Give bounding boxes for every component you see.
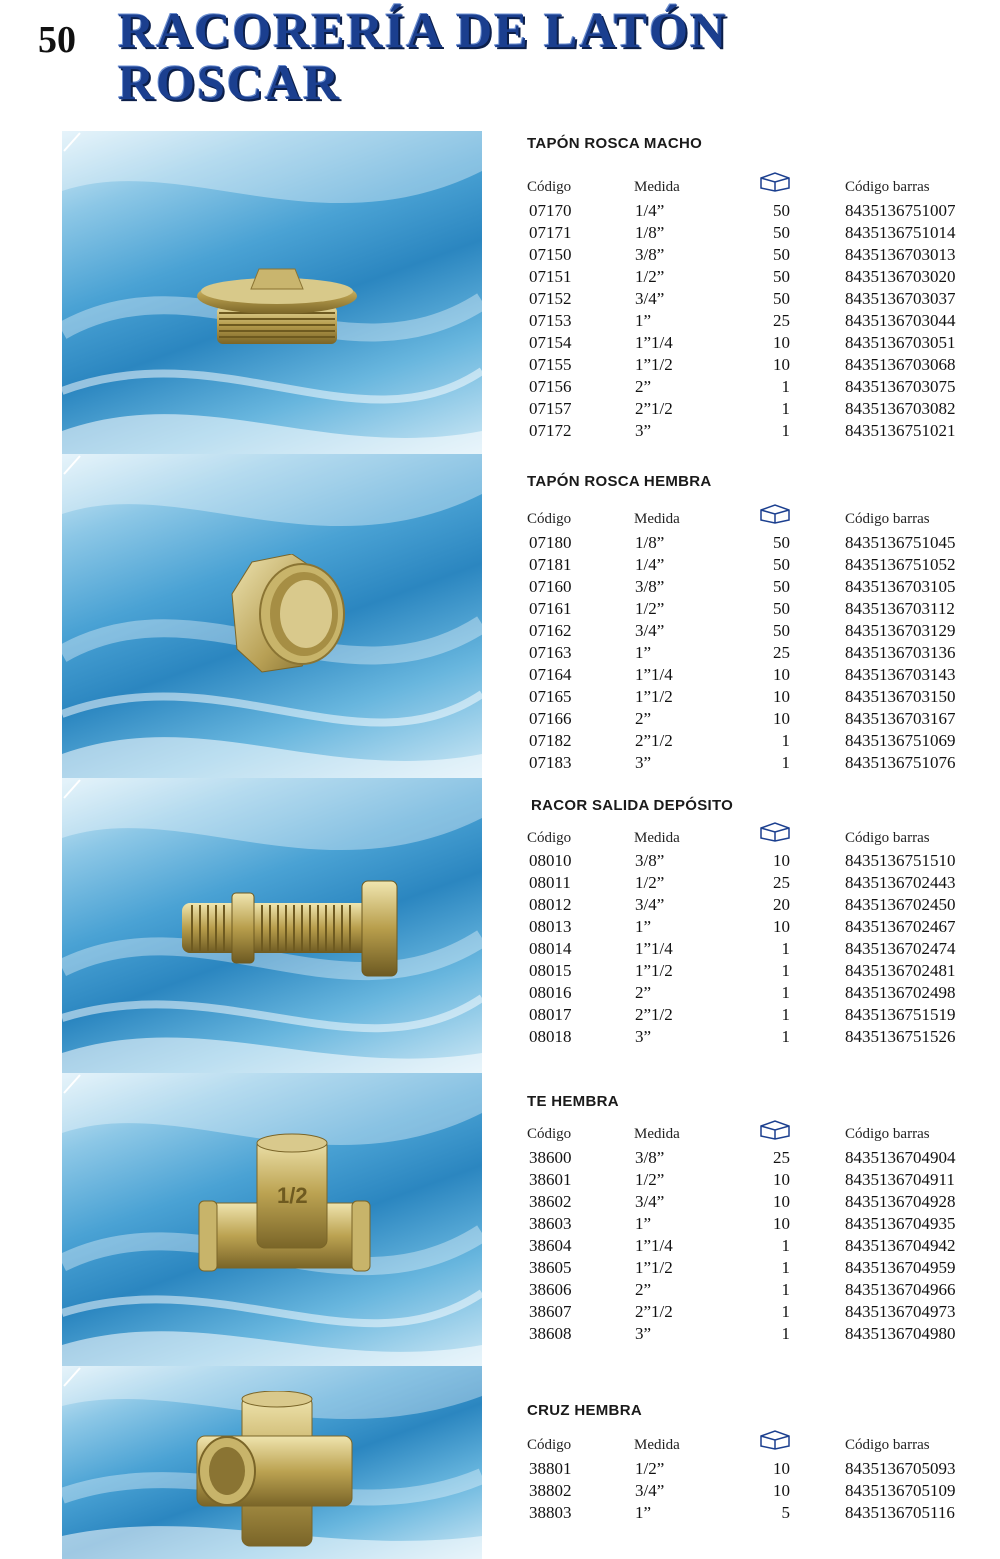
table-cell-measure: 2” bbox=[635, 1280, 652, 1299]
table-cell-code: 07160 bbox=[529, 577, 572, 596]
table-cell-measure: 1”1/4 bbox=[635, 1236, 673, 1255]
table-cell-barcode: 8435136703150 bbox=[845, 687, 956, 706]
table-cell-quantity: 1 bbox=[781, 731, 790, 750]
table-cell-measure: 3” bbox=[635, 1324, 652, 1343]
table-row bbox=[0, 311, 1000, 333]
header-measure: Medida bbox=[634, 179, 680, 195]
table-cell-barcode: 8435136704966 bbox=[845, 1280, 956, 1299]
table-cell-quantity: 1 bbox=[781, 1005, 790, 1024]
table-cell-measure: 1/2” bbox=[635, 873, 665, 892]
table-cell-barcode: 8435136703044 bbox=[845, 311, 956, 330]
table-cell-measure: 1” bbox=[635, 917, 652, 936]
table-cell-measure: 1/2” bbox=[635, 1459, 665, 1478]
table-cell-quantity: 1 bbox=[781, 421, 790, 440]
table-cell-code: 08010 bbox=[529, 851, 572, 870]
table-row bbox=[0, 1005, 1000, 1027]
table-row bbox=[0, 533, 1000, 555]
table-cell-barcode: 8435136751510 bbox=[845, 851, 956, 870]
table-cell-barcode: 8435136704959 bbox=[845, 1258, 956, 1277]
table-row bbox=[0, 1324, 1000, 1346]
table-cell-measure: 1”1/2 bbox=[635, 355, 673, 374]
table-cell-code: 07154 bbox=[529, 333, 572, 352]
table-row bbox=[0, 687, 1000, 709]
table-cell-code: 38602 bbox=[529, 1192, 572, 1211]
header-code: Código bbox=[527, 1437, 572, 1453]
header-code: Código bbox=[527, 179, 572, 195]
page-title bbox=[118, 4, 728, 108]
table-cell-barcode: 8435136703112 bbox=[845, 599, 955, 618]
table-cell-measure: 1/2” bbox=[635, 599, 665, 618]
table-cell-quantity: 1 bbox=[781, 399, 790, 418]
table-cell-code: 38608 bbox=[529, 1324, 572, 1343]
table-cell-code: 07180 bbox=[529, 533, 572, 552]
table-row bbox=[0, 1236, 1000, 1258]
table-row bbox=[0, 1302, 1000, 1324]
table-cell-measure: 3” bbox=[635, 753, 652, 772]
table-row bbox=[0, 1027, 1000, 1049]
table-cell-quantity: 1 bbox=[781, 1324, 790, 1343]
table-cell-code: 38802 bbox=[529, 1481, 572, 1500]
table-row bbox=[0, 399, 1000, 421]
table-cell-measure: 3/8” bbox=[635, 1148, 665, 1167]
table-cell-code: 38801 bbox=[529, 1459, 572, 1478]
table-cell-quantity: 50 bbox=[773, 201, 790, 220]
table-cell-quantity: 1 bbox=[781, 983, 790, 1002]
table-cell-barcode: 8435136704980 bbox=[845, 1324, 956, 1343]
table-row bbox=[0, 555, 1000, 577]
table-cell-barcode: 8435136703105 bbox=[845, 577, 956, 596]
table-row bbox=[0, 917, 1000, 939]
table-cell-barcode: 8435136702474 bbox=[845, 939, 956, 958]
table-cell-barcode: 8435136704942 bbox=[845, 1236, 956, 1255]
table-cell-code: 07172 bbox=[529, 421, 572, 440]
table-row bbox=[0, 983, 1000, 1005]
table-cell-code: 38603 bbox=[529, 1214, 572, 1233]
table-row bbox=[0, 201, 1000, 223]
table-cell-code: 07162 bbox=[529, 621, 572, 640]
table-cell-code: 08011 bbox=[529, 873, 571, 892]
table-cell-code: 38605 bbox=[529, 1258, 572, 1277]
table-cell-code: 07171 bbox=[529, 223, 572, 242]
table-row bbox=[0, 895, 1000, 917]
table-cell-measure: 1” bbox=[635, 1214, 652, 1233]
table-cell-measure: 3/8” bbox=[635, 245, 665, 264]
table-cell-code: 07152 bbox=[529, 289, 572, 308]
table-cell-quantity: 50 bbox=[773, 223, 790, 242]
table-cell-code: 07156 bbox=[529, 377, 572, 396]
table-cell-barcode: 8435136703037 bbox=[845, 289, 956, 308]
table-cell-code: 07181 bbox=[529, 555, 572, 574]
table-row bbox=[0, 1148, 1000, 1170]
table-cell-quantity: 20 bbox=[773, 895, 790, 914]
table-cell-barcode: 8435136704935 bbox=[845, 1214, 956, 1233]
table-row bbox=[0, 599, 1000, 621]
table-cell-barcode: 8435136703075 bbox=[845, 377, 956, 396]
table-cell-quantity: 10 bbox=[773, 687, 790, 706]
table-cell-code: 08014 bbox=[529, 939, 572, 958]
table-cell-barcode: 8435136703013 bbox=[845, 245, 956, 264]
table-cell-quantity: 10 bbox=[773, 1481, 790, 1500]
table-cell-barcode: 8435136751052 bbox=[845, 555, 956, 574]
table-cell-barcode: 8435136703136 bbox=[845, 643, 956, 662]
table-cell-code: 38803 bbox=[529, 1503, 572, 1522]
table-cell-measure: 3/4” bbox=[635, 895, 665, 914]
table-cell-quantity: 5 bbox=[781, 1503, 790, 1522]
header-barcode: Código barras bbox=[845, 830, 930, 846]
box-icon bbox=[758, 502, 792, 524]
table-cell-code: 38606 bbox=[529, 1280, 572, 1299]
table-cell-barcode: 8435136704911 bbox=[845, 1170, 955, 1189]
table-cell-quantity: 10 bbox=[773, 1170, 790, 1189]
table-cell-barcode: 8435136703020 bbox=[845, 267, 956, 286]
table-row bbox=[0, 355, 1000, 377]
table-cell-quantity: 25 bbox=[773, 873, 790, 892]
title-line-2: ROSCAR bbox=[118, 54, 342, 110]
table-cell-quantity: 1 bbox=[781, 1236, 790, 1255]
table-cell-code: 07153 bbox=[529, 311, 572, 330]
header-code: Código bbox=[527, 1126, 572, 1142]
table-cell-measure: 2”1/2 bbox=[635, 731, 673, 750]
table-cell-barcode: 8435136704973 bbox=[845, 1302, 956, 1321]
box-icon bbox=[758, 1428, 792, 1450]
table-cell-code: 07151 bbox=[529, 267, 572, 286]
table-cell-barcode: 8435136704928 bbox=[845, 1192, 956, 1211]
section-title: TAPÓN ROSCA HEMBRA bbox=[527, 473, 712, 490]
table-cell-measure: 1”1/4 bbox=[635, 939, 673, 958]
section-title: RACOR SALIDA DEPÓSITO bbox=[531, 797, 734, 814]
header-measure: Medida bbox=[634, 830, 680, 846]
table-cell-quantity: 50 bbox=[773, 621, 790, 640]
table-cell-measure: 1/4” bbox=[635, 201, 665, 220]
table-cell-quantity: 10 bbox=[773, 851, 790, 870]
table-cell-barcode: 8435136751021 bbox=[845, 421, 956, 440]
table-cell-code: 38601 bbox=[529, 1170, 572, 1189]
table-row bbox=[0, 377, 1000, 399]
table-row bbox=[0, 753, 1000, 775]
table-cell-measure: 1”1/4 bbox=[635, 665, 673, 684]
table-cell-quantity: 25 bbox=[773, 1148, 790, 1167]
table-cell-quantity: 1 bbox=[781, 961, 790, 980]
table-cell-measure: 1/2” bbox=[635, 267, 665, 286]
table-cell-quantity: 1 bbox=[781, 1302, 790, 1321]
table-cell-code: 38600 bbox=[529, 1148, 572, 1167]
table-cell-measure: 1”1/2 bbox=[635, 961, 673, 980]
table-cell-code: 07165 bbox=[529, 687, 572, 706]
table-cell-barcode: 8435136751069 bbox=[845, 731, 956, 750]
table-cell-quantity: 25 bbox=[773, 311, 790, 330]
table-cell-barcode: 8435136705116 bbox=[845, 1503, 955, 1522]
header-measure: Medida bbox=[634, 511, 680, 527]
table-cell-barcode: 8435136751526 bbox=[845, 1027, 956, 1046]
table-cell-quantity: 10 bbox=[773, 355, 790, 374]
header-measure: Medida bbox=[634, 1126, 680, 1142]
table-row bbox=[0, 1192, 1000, 1214]
table-cell-quantity: 1 bbox=[781, 939, 790, 958]
header-barcode: Código barras bbox=[845, 511, 930, 527]
table-row bbox=[0, 709, 1000, 731]
table-cell-measure: 2” bbox=[635, 377, 652, 396]
table-cell-code: 07182 bbox=[529, 731, 572, 750]
table-cell-code: 08016 bbox=[529, 983, 572, 1002]
table-cell-quantity: 50 bbox=[773, 599, 790, 618]
table-cell-quantity: 50 bbox=[773, 245, 790, 264]
table-cell-measure: 3” bbox=[635, 421, 652, 440]
table-cell-code: 08015 bbox=[529, 961, 572, 980]
table-row bbox=[0, 333, 1000, 355]
table-cell-code: 07163 bbox=[529, 643, 572, 662]
table-cell-code: 07150 bbox=[529, 245, 572, 264]
table-cell-barcode: 8435136702498 bbox=[845, 983, 956, 1002]
table-row bbox=[0, 961, 1000, 983]
table-cell-code: 08017 bbox=[529, 1005, 572, 1024]
table-cell-barcode: 8435136703082 bbox=[845, 399, 956, 418]
table-cell-barcode: 8435136702467 bbox=[845, 917, 956, 936]
section-title: TAPÓN ROSCA MACHO bbox=[527, 135, 703, 152]
table-row bbox=[0, 1214, 1000, 1236]
table-cell-code: 07183 bbox=[529, 753, 572, 772]
table-cell-measure: 2”1/2 bbox=[635, 1302, 673, 1321]
table-cell-measure: 3/4” bbox=[635, 289, 665, 308]
table-row bbox=[0, 289, 1000, 311]
table-cell-measure: 1/2” bbox=[635, 1170, 665, 1189]
section-title: TE HEMBRA bbox=[527, 1093, 619, 1110]
table-cell-code: 07155 bbox=[529, 355, 572, 374]
title-line-1: RACORERÍA DE LATÓN bbox=[118, 2, 729, 58]
table-cell-code: 07161 bbox=[529, 599, 572, 618]
table-cell-code: 07157 bbox=[529, 399, 572, 418]
table-cell-measure: 1” bbox=[635, 311, 652, 330]
table-cell-quantity: 1 bbox=[781, 377, 790, 396]
table-cell-barcode: 8435136705109 bbox=[845, 1481, 956, 1500]
table-row bbox=[0, 1280, 1000, 1302]
table-cell-quantity: 1 bbox=[781, 1258, 790, 1277]
table-cell-measure: 3/4” bbox=[635, 1481, 665, 1500]
table-cell-measure: 1” bbox=[635, 1503, 652, 1522]
table-cell-quantity: 10 bbox=[773, 333, 790, 352]
table-cell-quantity: 1 bbox=[781, 1027, 790, 1046]
table-cell-quantity: 25 bbox=[773, 643, 790, 662]
table-row bbox=[0, 223, 1000, 245]
table-cell-barcode: 8435136702443 bbox=[845, 873, 956, 892]
table-row bbox=[0, 873, 1000, 895]
table-cell-code: 08018 bbox=[529, 1027, 572, 1046]
table-cell-barcode: 8435136703068 bbox=[845, 355, 956, 374]
page-number: 50 bbox=[38, 19, 76, 61]
table-row bbox=[0, 577, 1000, 599]
box-icon bbox=[758, 1118, 792, 1140]
tee-size-label: 1/2 bbox=[277, 1183, 308, 1208]
table-cell-barcode: 8435136702481 bbox=[845, 961, 956, 980]
table-cell-measure: 1/4” bbox=[635, 555, 665, 574]
table-cell-barcode: 8435136703167 bbox=[845, 709, 956, 728]
table-cell-quantity: 1 bbox=[781, 753, 790, 772]
table-cell-barcode: 8435136703051 bbox=[845, 333, 956, 352]
table-cell-code: 38607 bbox=[529, 1302, 572, 1321]
table-cell-quantity: 10 bbox=[773, 1459, 790, 1478]
table-cell-barcode: 8435136751519 bbox=[845, 1005, 956, 1024]
table-row bbox=[0, 665, 1000, 687]
table-cell-quantity: 10 bbox=[773, 917, 790, 936]
table-cell-quantity: 50 bbox=[773, 555, 790, 574]
table-cell-code: 38604 bbox=[529, 1236, 572, 1255]
table-cell-barcode: 8435136704904 bbox=[845, 1148, 956, 1167]
box-icon bbox=[758, 170, 792, 192]
table-row bbox=[0, 245, 1000, 267]
header-measure: Medida bbox=[634, 1437, 680, 1453]
table-row bbox=[0, 1481, 1000, 1503]
table-row bbox=[0, 1258, 1000, 1280]
table-row bbox=[0, 1170, 1000, 1192]
table-cell-barcode: 8435136751076 bbox=[845, 753, 956, 772]
table-row bbox=[0, 643, 1000, 665]
section-title: CRUZ HEMBRA bbox=[527, 1402, 642, 1419]
table-cell-measure: 3/8” bbox=[635, 851, 665, 870]
table-cell-code: 07166 bbox=[529, 709, 572, 728]
table-cell-barcode: 8435136703129 bbox=[845, 621, 956, 640]
table-cell-measure: 1”1/2 bbox=[635, 687, 673, 706]
table-cell-code: 08012 bbox=[529, 895, 572, 914]
table-cell-barcode: 8435136703143 bbox=[845, 665, 956, 684]
table-cell-code: 07164 bbox=[529, 665, 572, 684]
table-cell-quantity: 10 bbox=[773, 665, 790, 684]
table-cell-measure: 2” bbox=[635, 983, 652, 1002]
header-barcode: Código barras bbox=[845, 179, 930, 195]
table-cell-quantity: 10 bbox=[773, 1214, 790, 1233]
table-row bbox=[0, 621, 1000, 643]
table-cell-quantity: 50 bbox=[773, 577, 790, 596]
table-row bbox=[0, 851, 1000, 873]
table-cell-measure: 1”1/2 bbox=[635, 1258, 673, 1277]
table-row bbox=[0, 421, 1000, 443]
table-cell-quantity: 1 bbox=[781, 1280, 790, 1299]
table-cell-quantity: 50 bbox=[773, 289, 790, 308]
table-cell-measure: 3/4” bbox=[635, 621, 665, 640]
table-cell-measure: 3” bbox=[635, 1027, 652, 1046]
table-cell-quantity: 50 bbox=[773, 533, 790, 552]
table-cell-barcode: 8435136751045 bbox=[845, 533, 956, 552]
header-code: Código bbox=[527, 830, 572, 846]
table-row bbox=[0, 267, 1000, 289]
table-cell-code: 08013 bbox=[529, 917, 572, 936]
table-cell-measure: 2” bbox=[635, 709, 652, 728]
table-cell-measure: 2”1/2 bbox=[635, 399, 673, 418]
table-cell-measure: 3/8” bbox=[635, 577, 665, 596]
header-code: Código bbox=[527, 511, 572, 527]
table-cell-barcode: 8435136702450 bbox=[845, 895, 956, 914]
table-cell-measure: 1”1/4 bbox=[635, 333, 673, 352]
table-cell-barcode: 8435136751014 bbox=[845, 223, 956, 242]
table-row bbox=[0, 1503, 1000, 1525]
table-cell-quantity: 50 bbox=[773, 267, 790, 286]
table-cell-barcode: 8435136751007 bbox=[845, 201, 956, 220]
table-cell-quantity: 10 bbox=[773, 709, 790, 728]
header-barcode: Código barras bbox=[845, 1437, 930, 1453]
box-icon bbox=[758, 820, 792, 842]
table-cell-barcode: 8435136705093 bbox=[845, 1459, 956, 1478]
table-cell-measure: 1” bbox=[635, 643, 652, 662]
table-row bbox=[0, 1459, 1000, 1481]
header-barcode: Código barras bbox=[845, 1126, 930, 1142]
table-cell-measure: 1/8” bbox=[635, 223, 665, 242]
table-row bbox=[0, 731, 1000, 753]
table-cell-measure: 2”1/2 bbox=[635, 1005, 673, 1024]
table-cell-quantity: 10 bbox=[773, 1192, 790, 1211]
table-cell-measure: 1/8” bbox=[635, 533, 665, 552]
table-cell-measure: 3/4” bbox=[635, 1192, 665, 1211]
table-row bbox=[0, 939, 1000, 961]
table-cell-code: 07170 bbox=[529, 201, 572, 220]
